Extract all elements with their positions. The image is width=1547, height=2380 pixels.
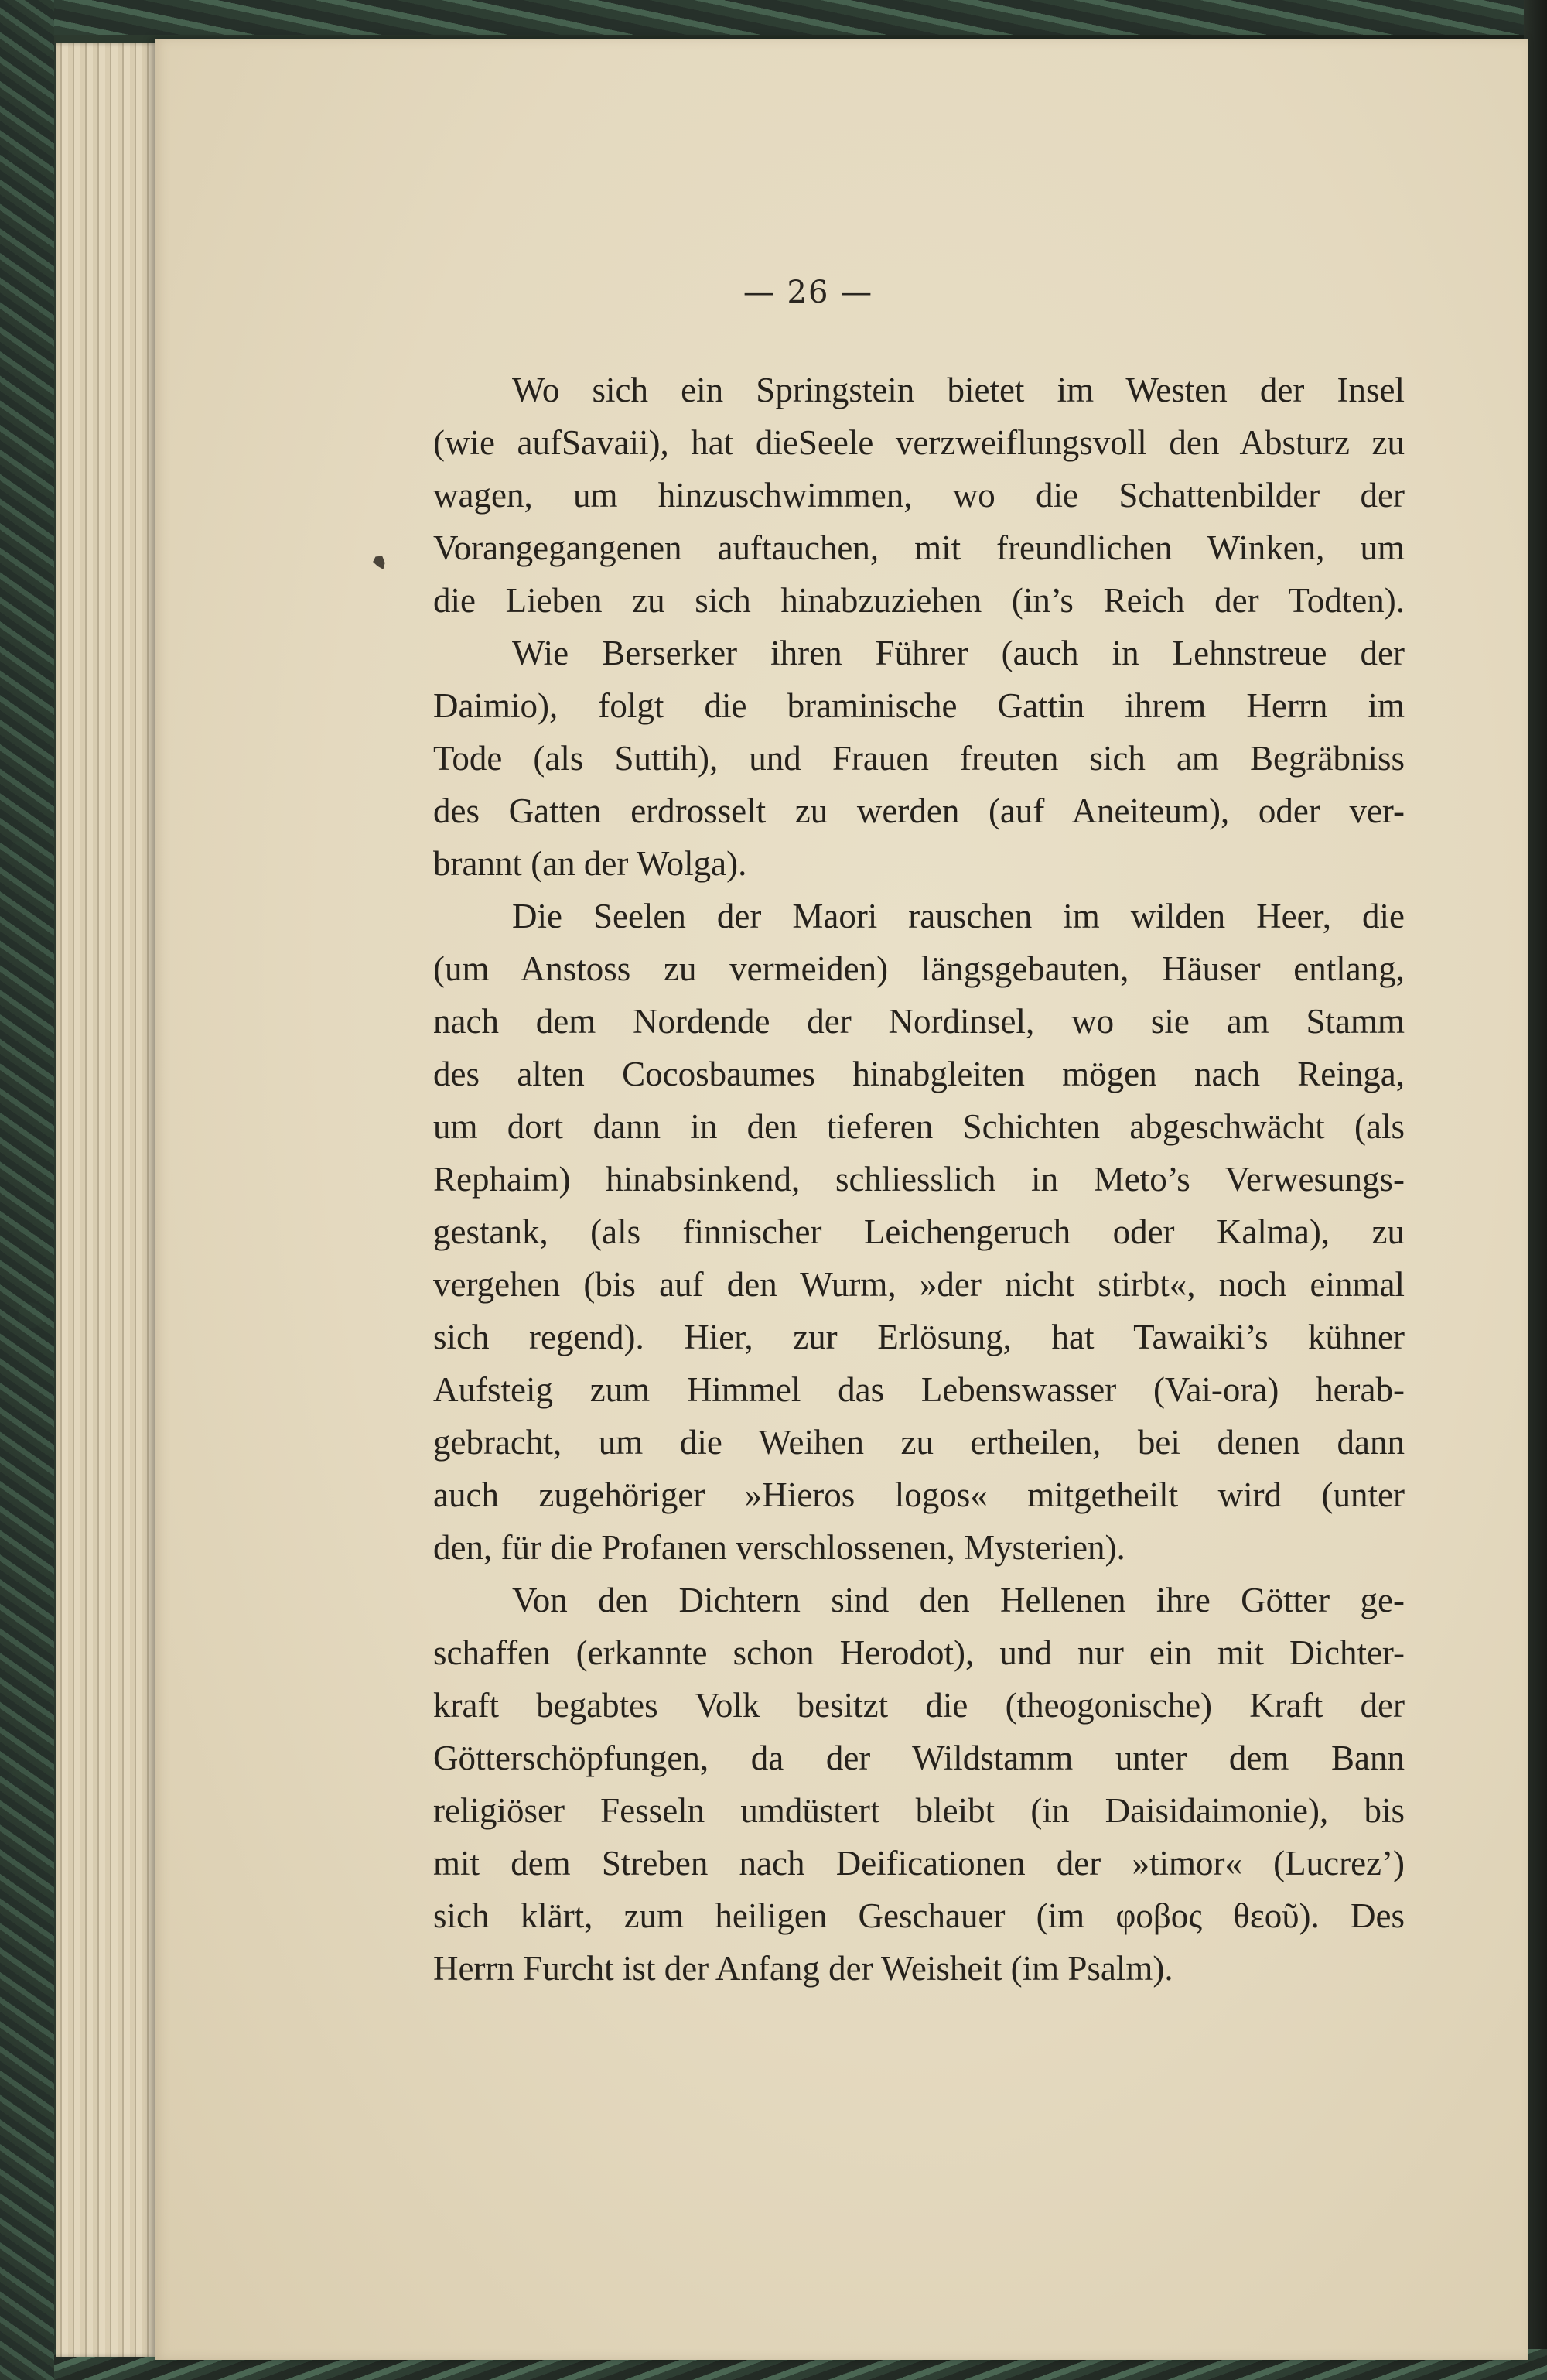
text-line: nach dem Nordende der Nordinsel, wo sie am Stamm: [433, 1002, 1405, 1041]
text-line: brannt (an der Wolga).: [433, 844, 747, 883]
text-line: um dort dann in den tieferen Schichten abgeschwächt (als: [433, 1107, 1405, 1146]
text-line: auch zugehöriger »Hieros logos« mitgetheilt wird (unter: [433, 1476, 1405, 1514]
text-line: Daimio), folgt die braminische Gattin ihrem Herrn im: [433, 686, 1405, 725]
text-line: Aufsteig zum Himmel das Lebenswasser (Vai-ora) herab-: [433, 1370, 1405, 1409]
text-line: Wie Berserker ihren Führer (auch in Lehnstreue der: [512, 634, 1405, 672]
text-line: Tode (als Suttih), und Frauen freuten sich am Begräbniss: [433, 739, 1405, 778]
text-line: kraft begabtes Volk besitzt die (theogonische) Kraft der: [433, 1686, 1405, 1725]
text-line: schaffen (erkannte schon Herodot), und nur ein mit Dichter-: [433, 1633, 1405, 1672]
text-line: die Lieben zu sich hinabzuziehen (in’s Reich der Todten).: [433, 581, 1405, 620]
paragraph-3: [433, 890, 1405, 1574]
text-line: Rephaim) hinabsinkend, schliesslich in Meto’s Verwesungs-: [433, 1160, 1405, 1199]
text-line: (um Anstoss zu vermeiden) längsgebauten, Häuser entlang,: [433, 949, 1405, 988]
text-line: Herrn Furcht ist der Anfang der Weisheit (im Psalm).: [433, 1949, 1173, 1988]
body-text: [433, 364, 1405, 1995]
text-line: sich klärt, zum heiligen Geschauer (im φοβος θεοῦ). Des: [433, 1896, 1405, 1935]
text-line: Wo sich ein Springstein bietet im Westen der Insel: [512, 371, 1405, 409]
page-stack-edges: [56, 43, 164, 2357]
text-line: Von den Dichtern sind den Hellenen ihre Götter ge-: [512, 1581, 1405, 1619]
text-line: Vorangegangenen auftauchen, mit freundlichen Winken, um: [433, 528, 1405, 567]
text-line: (wie aufSavaii), hat dieSeele verzweiflungsvoll den Absturz zu: [433, 423, 1405, 462]
ink-smudge: [370, 552, 391, 573]
text-line: vergehen (bis auf den Wurm, »der nicht stirbt«, noch einmal: [433, 1265, 1405, 1304]
paragraph-4: [433, 1574, 1405, 1995]
paragraph-2: [433, 627, 1405, 890]
text-line: gebracht, um die Weihen zu ertheilen, bei denen dann: [433, 1423, 1405, 1462]
paragraph-1: [433, 364, 1405, 627]
text-line: religiöser Fesseln umdüstert bleibt (in Daisidaimonie), bis: [433, 1791, 1405, 1830]
text-line: des Gatten erdrosselt zu werden (auf Aneiteum), oder ver-: [433, 792, 1405, 830]
text-line: sich regend). Hier, zur Erlösung, hat Tawaiki’s kühner: [433, 1318, 1405, 1356]
text-line: des alten Cocosbaumes hinabgleiten mögen nach Reinga,: [433, 1055, 1405, 1093]
marbled-cover-top: [54, 0, 1547, 35]
text-line: gestank, (als finnischer Leichengeruch oder Kalma), zu: [433, 1212, 1405, 1251]
text-line: den, für die Profanen verschlossenen, Mysterien).: [433, 1528, 1125, 1567]
marbled-cover-left: [0, 0, 54, 2380]
text-line: wagen, um hinzuschwimmen, wo die Schattenbilder der: [433, 476, 1405, 515]
text-line: Götterschöpfungen, da der Wildstamm unter dem Bann: [433, 1739, 1405, 1777]
page-number: — 26 —: [743, 275, 874, 310]
text-line: mit dem Streben nach Deificationen der »timor« (Lucrez’): [433, 1844, 1405, 1882]
text-line: Die Seelen der Maori rauschen im wilden Heer, die: [512, 897, 1405, 935]
